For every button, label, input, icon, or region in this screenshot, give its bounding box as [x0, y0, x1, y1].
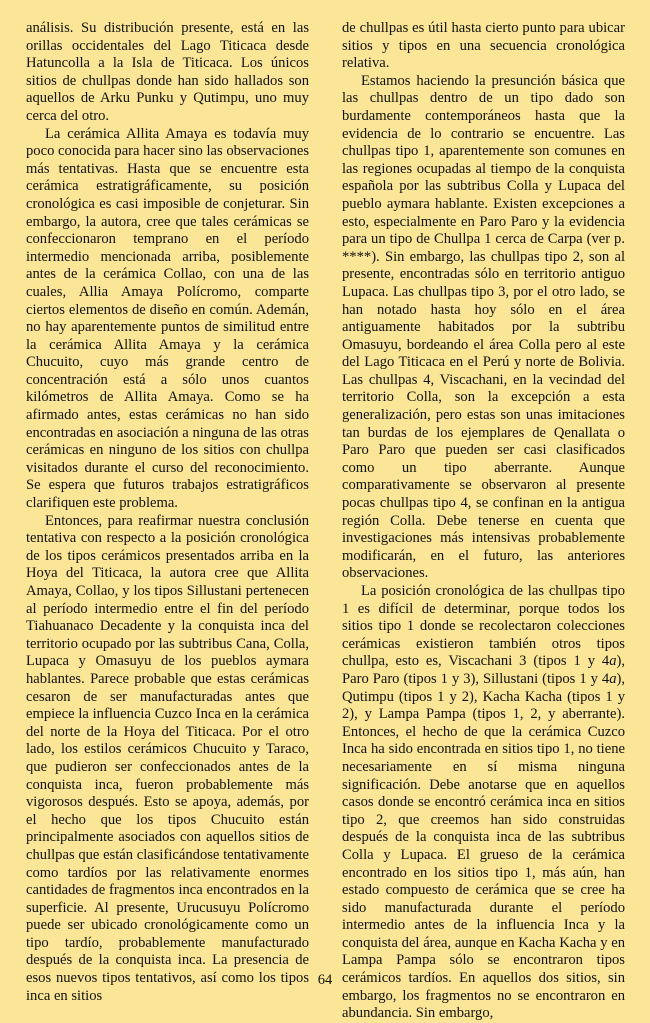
left-paragraph-3: Entonces, para reafirmar nuestra conclusión tentativa con respecto a la posición cronológica de los tipos cerámicos presentados arriba en la Hoya del Titicaca, la autora cree que Allita Amaya, Collao, y los tipos Sillustani pertenecen al período intermedio entre el fin del período Tiahuanaco Decadente y la conquista inca del territorio ocupado por las subtribus Cana, Colla, Lupaca y Omasuyu de los pueblos aymara hablantes. Parece probable que estas cerámicas cesaron de ser manufacturadas antes que empiece la influencia Cuzco Inca en la cerámica del norte de la Hoya del Titicaca. Por el otro lado, los estilos cerámicos Chucuito y Taraco, que pudieron ser confeccionados antes de la conquista inca, fueron probablemente más vigorosos después. Esto se apoya, además, por el hecho que los tipos Chucuito están principalmente asociados con aquellos sitios de chullpas que están clasificándose tentativamente como tardíos por las relativamente enormes cantidades de fragmentos inca encontrados en la superficie. Al presente, Urucusuyu Polícromo puede ser ubicado cronológicamente como un tipo tardío, probablemente manufacturado después de la conquista inca. La presencia de esos nuevos tipos tentativos, así como los tipos inca en sitios — [26, 512, 309, 1004]
italic-letter-a: a — [609, 653, 617, 670]
right-paragraph-3-part-b: ), Paro Paro (tipos 1 y 3), Sillustani (tipos 1 y 4 — [342, 653, 625, 687]
page-number: 64 — [317, 972, 333, 988]
left-paragraph-2: La cerámica Allita Amaya es todavía muy poco conocida para hacer sino las observaciones más tentativas. Hasta que se encuentre esta cerámica estratigráficamente, su posición cronológica es casi imposible de conjeturar. Sin embargo, la autora, cree que tales cerámicas se confeccionaron temprano en el período intermedio mencionada arriba, posiblemente antes de la cerámica Collao, con una de las cuales, Allia Amaya Polícromo, comparte ciertos elementos de diseño en común. Ademán, no hay aparentemente puntos de similitud entre la cerámica Allita Amaya y la cerámica Chucuito, cuyo más grande centro de concentración está a sólo unos cuantos kilómetros de Allita Amaya. Como se ha afirmado antes, estas cerámicas no han sido encontradas en asociación a ninguna de las otras cerámicas en ninguno de los sitios con chullpa visitados durante el curso del reconocimiento. Se espera que futuros trabajos estratigráficos clarifiquen este problema. — [26, 125, 309, 512]
right-paragraph-3-part-c: ), Qutimpu (tipos 1 y 2), Kacha Kacha (tipos 1 y 2), y Lampa Pampa (tipos 1, 2, y aberrante). Entonces, el hecho de que la cerámica Cuzco Inca ha sido encontrada en sitios tipo 1, no tiene necesariamente en sí misma ninguna significación. Debe anotarse que en aquellos casos donde se encontró cerámica inca en sitios tipo 2, que creemos han sido construidas después de la conquista inca de las subtribus Colla y Lupaca. El grueso de la cerámica encontrado en los sitios tipo 1, más aún, han estado compuesto de cerámica que se cree ha sido manufacturada durante el período intermedio antes de la influencia Inca y la conquista del área, aunque en Kacha Kacha y en Lampa Pampa sólo se encontraron tipos cerámicos tardíos. En aquellos dos sitios, sin embargo, los fragmentos no se encontraron en abundancia. Sin embargo, — [342, 670, 625, 1022]
right-paragraph-3-part-a: La posición cronológica de las chullpas tipo 1 es difícil de determinar, porque todos los sitios tipo 1 donde se recolectaron colecciones cerámicas existieron también otros tipos chullpa, esto es, Viscachani 3 (tipos 1 y 4 — [342, 583, 625, 670]
italic-letter-a: a — [609, 670, 617, 687]
right-column — [342, 20, 625, 1023]
right-paragraph-1: de chullpas es útil hasta cierto punto para ubicar sitios y tipos en una secuencia cronológica relativa. — [342, 20, 625, 72]
left-column — [26, 20, 309, 1005]
left-paragraph-1: análisis. Su distribución presente, está en las orillas occidentales del Lago Titicaca desde Hatuncolla a la Isla de Titicaca. Los únicos sitios de chullpas donde han sido hallados son aquellos de Arku Punku y Qutimpu, uno muy cerca del otro. — [26, 20, 309, 124]
right-paragraph-2: Estamos haciendo la presunción básica que las chullpas dentro de un tipo dado son burdamente contemporáneos hasta que la evidencia de lo contrario se encuentre. Las chullpas tipo 1, aparentemente son comunes en las regiones ocupadas al tiempo de la conquista española por las subtribus Colla y Lupaca del pueblo aymara hablante. Existen excepciones a esto, especialmente en Paro Paro y la evidencia para un tipo de Chullpa 1 cerca de Carpa (ver p. ****). Sin embargo, las chullpas tipo 2, son al presente, encontradas sólo en territorio antiguo Lupaca. Las chullpas tipo 3, por el otro lado, se han notado hasta hoy sólo en el área antiguamente habitados por la subtribu Omasuyu, bordeando el área Colla pero al este del Lago Titicaca en el Perú y norte de Bolivia. Las chullpas 4, Viscachani, en la vecindad del territorio Colla, son la excepción a esta generalización, pero estas son unas imitaciones tan burdas de los ejemplares de Qenallata o Paro Paro que pueden ser casi clasificados como un tipo aberrante. Aunque comparativamente se observaron al presente pocas chullpas tipo 4, se confinan en la antigua región Colla. Debe tenerse en cuenta que investigaciones más intensivas probablemente modificarán, en el futuro, las anteriores observaciones. — [342, 72, 625, 582]
right-paragraph-3 — [342, 583, 625, 1023]
